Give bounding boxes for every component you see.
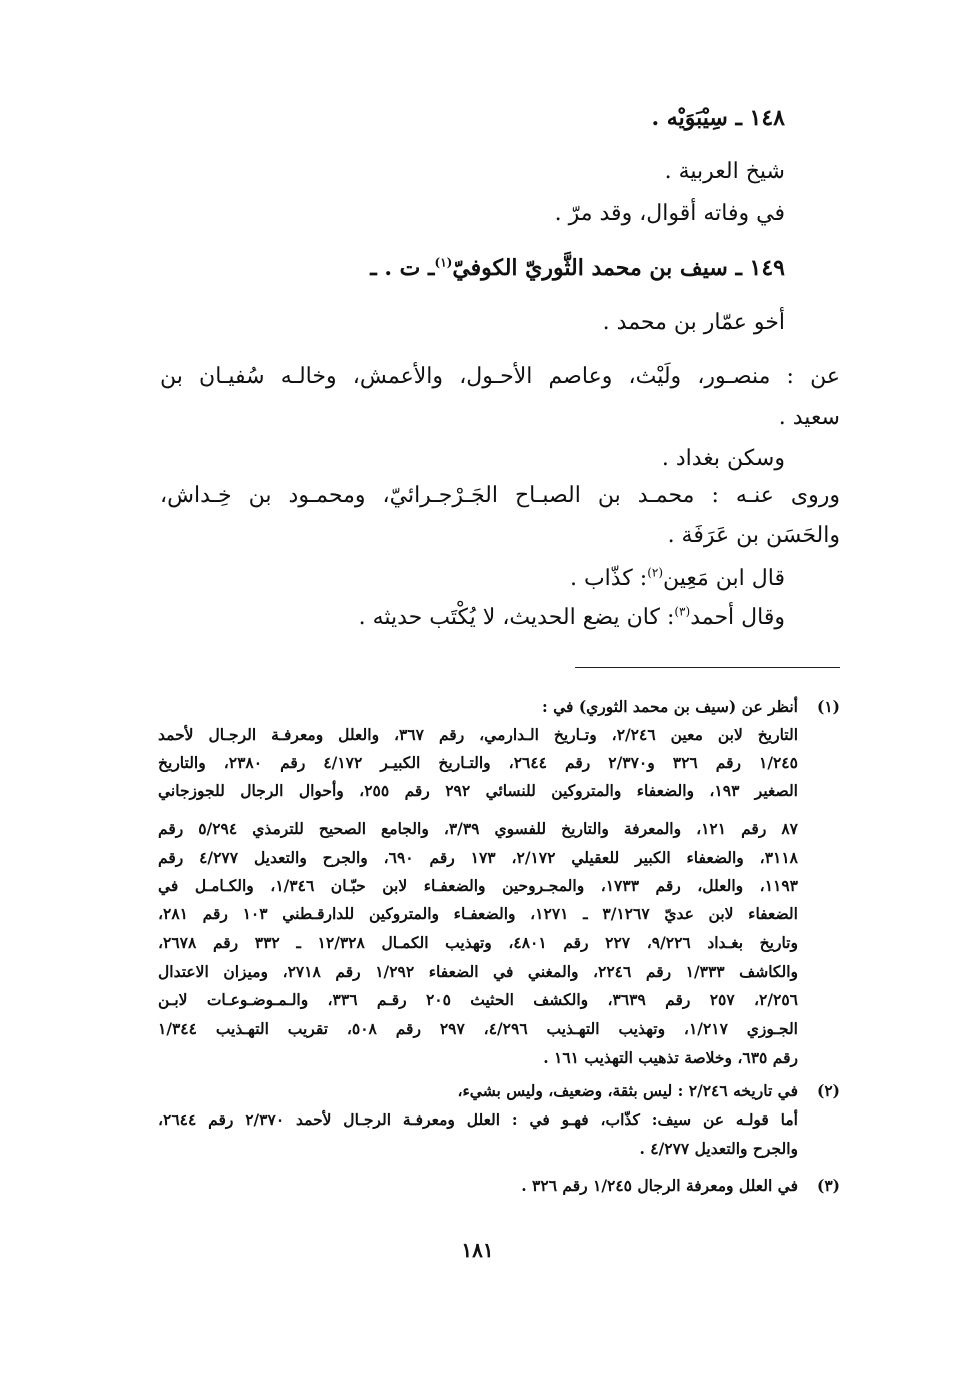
entry-149-students-line1: وروى عنـه : محمـد بن الصبـاح الجَـرْجـرائيّ، ومحمـود بن خِـداش، <box>160 483 840 508</box>
footnote-1-line: الجـوزي ١/٢١٧، وتهذيب التهـذيب ٤/٢٩٦، ٢٩٧ رقم ٥٠٨، تقريب التهـذيب ١/٣٤٤ <box>158 1019 798 1038</box>
entry-149-name: ١٤٩ ـ سيف بن محمد الثَّوريّ الكوفيّ <box>452 255 785 281</box>
entry-149-tail: ـ ت . ـ <box>370 255 435 281</box>
entry-149-brother: أخو عمّار بن محمد . <box>602 310 785 335</box>
footnote-1-line: ١١٩٣، والعلل، رقم ١٧٣٣، والمجـروحين والضعفـاء لابن حبّـان ١/٣٤٦، والكـامـل في <box>158 876 798 895</box>
footnote-ref-2[interactable]: (٢) <box>647 565 664 580</box>
entry-149-heading <box>370 253 785 283</box>
footnote-divider <box>575 667 840 668</box>
footnote-3-number: (٣) <box>816 1176 840 1195</box>
footnote-2-number: (٢) <box>816 1081 840 1100</box>
footnote-1-line: والكاشف ١/٣٣٣ رقم ٢٢٤٦، والمغني في الضعفاء ١/٢٩٢ رقم ٢٧١٨، وميزان الاعتدال <box>158 962 798 981</box>
footnote-1-line: ٨٧ رقم ١٢١، والمعرفة والتاريخ للفسوي ٣/٣٩، والجامع الصحيح للترمذي ٥/٢٩٤ رقم <box>158 819 798 838</box>
footnote-1-line: التاريخ لابن معين ٢/٢٤٦، وتـاريخ الـدارمي، رقم ٣٦٧، والعلل ومعرفـة الرجـال لأحمد <box>158 725 799 744</box>
footnote-1-line: الصغير ١٩٣، والضعفاء والمتروكين للنسائي ٢٩٢ رقم ٢٥٥، وأحوال الرجال للجوزجاني <box>158 781 798 800</box>
footnote-1-line: ١/٢٤٥ رقم ٣٢٦ و٢/٣٧٠ رقم ٢٦٤٤، والتـاريخ الكبيـر ٤/١٧٢ رقم ٢٣٨٠، والتاريخ <box>158 753 798 772</box>
entry-149-ibn-main: قال ابن مَعِين$^{(٢)}$: كذّاب . <box>569 565 785 591</box>
footnote-1-number: (١) <box>816 697 840 716</box>
footnote-ref-3[interactable]: (٣) <box>674 604 691 619</box>
footnote-3-text: في العلل ومعرفة الرجال ١/٢٤٥ رقم ٣٢٦ . <box>521 1176 798 1195</box>
footnote-1-line: وتاريخ بغـداد ٩/٢٢٦، ٢٢٧ رقم ٤٨٠١، وتهذيب الكمـال ١٢/٣٢٨ ـ ٣٣٢ رقم ٢٦٧٨، <box>158 933 798 952</box>
entry-148-death: في وفاته أقوال، وقد مرّ . <box>554 201 785 226</box>
entry-149-teachers-line1: عن : منصـور، ولَيْث، وعاصم الأحـول، والأعمش، وخالـه سُفيـان بن <box>160 364 840 389</box>
footnote-1-last-line: رقم ٦٣٥، وخلاصة تذهيب التهذيب ١٦١ . <box>543 1048 798 1067</box>
page-number: ١٨١ <box>461 1238 494 1262</box>
entry-148-description: شيخ العربية . <box>664 159 785 184</box>
footnote-1-line: ٣١١٨، والضعفاء الكبير للعقيلي ٢/١٧٢، ١٧٣ رقم ٦٩٠، والجرح والتعديل ٤/٢٧٧ رقم <box>158 848 798 867</box>
footnote-ref-1[interactable]: (١) <box>434 255 453 270</box>
footnote-1-line: الضعفاء لابن عديّ ٣/١٢٦٧ ـ ١٢٧١، والضعفـاء والمتروكين للدارقـطني ١٠٣ رقم ٢٨١، <box>158 904 798 923</box>
footnote-1-intro: أنظر عن (سيف بن محمد الثوري) في : <box>542 697 798 716</box>
footnote-2-last-line: والجرح والتعديل ٤/٢٧٧ . <box>639 1139 798 1158</box>
entry-148-heading: ١٤٨ ـ سِيْبَوَيْه . <box>651 105 785 131</box>
entry-149-residence: وسكن بغداد . <box>661 446 785 471</box>
footnote-2-intro: في تاريخه ٢/٢٤٦ : ليس بثقة، وضعيف، وليس بشيء، <box>457 1081 798 1100</box>
entry-149-teachers-line2: سعيد . <box>778 405 840 430</box>
entry-149-students-line2: والحَسَن بن عَرَفَة . <box>667 523 840 548</box>
entry-149-ahmad: وقال أحمد$^{(٣)}$: كان يضع الحديث، لا يُكْتَب حديثه . <box>358 604 785 630</box>
footnote-2-line: أما قولـه عن سيف: كذّاب، فهـو في : العلل ومعرفـة الرجـال لأحمد ٢/٣٧٠ رقم ٢٦٤٤، <box>158 1110 798 1129</box>
footnote-1-line: ٢/٢٥٦، ٢٥٧ رقم ٣٦٣٩، والكشف الحثيث ٢٠٥ رقـم ٣٣٦، والـمـوضـوعـات لابـن <box>158 990 798 1009</box>
